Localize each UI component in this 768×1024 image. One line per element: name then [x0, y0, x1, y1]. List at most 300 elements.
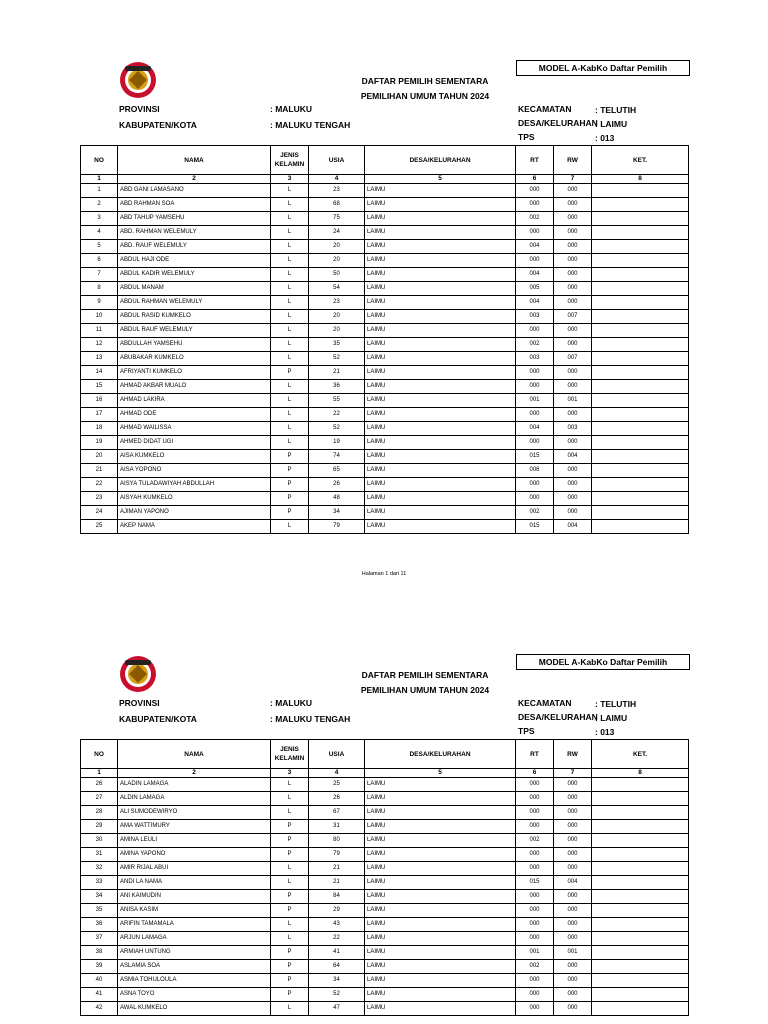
- cell-usia: 55: [309, 394, 365, 408]
- table-row: [81, 848, 689, 862]
- cell-ket: [592, 380, 689, 394]
- cell-ket: [592, 974, 689, 988]
- table-row: [81, 464, 689, 478]
- doc-title: DAFTAR PEMILIH SEMENTARA: [361, 76, 489, 86]
- kecamatan-label: KECAMATAN: [518, 698, 572, 708]
- cell-rt: 003: [516, 352, 554, 366]
- cell-usia: 21: [309, 862, 365, 876]
- cell-ket: [592, 520, 689, 534]
- cell-desa: LAIMU: [365, 974, 516, 988]
- cell-desa: LAIMU: [365, 904, 516, 918]
- cell-nama: ANISA KASIM: [118, 904, 271, 918]
- cell-desa: LAIMU: [365, 268, 516, 282]
- cell-usia: 64: [309, 960, 365, 974]
- tps-label: TPS: [518, 726, 535, 736]
- table-row: [81, 282, 689, 296]
- table-row: [81, 862, 689, 876]
- cell-no: 33: [81, 876, 118, 890]
- cell-nama: ABDULLAH YAMSEHU: [118, 338, 271, 352]
- cell-rw: 000: [554, 506, 592, 520]
- cell-usia: 31: [309, 820, 365, 834]
- cell-jenis-kelamin: P: [271, 904, 309, 918]
- table-row: [81, 778, 689, 792]
- cell-jenis-kelamin: L: [271, 240, 309, 254]
- cell-desa: LAIMU: [365, 296, 516, 310]
- cell-no: 39: [81, 960, 118, 974]
- cell-ket: [592, 310, 689, 324]
- cell-rt: 000: [516, 890, 554, 904]
- cell-ket: [592, 506, 689, 520]
- table-row: [81, 254, 689, 268]
- cell-rw: 007: [554, 352, 592, 366]
- cell-nama: AHMED DIDAT UGI: [118, 436, 271, 450]
- cell-rt: 000: [516, 932, 554, 946]
- table-row: [81, 268, 689, 282]
- cell-rt: 004: [516, 422, 554, 436]
- cell-rw: 004: [554, 450, 592, 464]
- cell-nama: ABDUL MANAM: [118, 282, 271, 296]
- cell-usia: 47: [309, 1002, 365, 1016]
- cell-nama: ARJUN LAMAGA: [118, 932, 271, 946]
- table-row: [81, 792, 689, 806]
- cell-ket: [592, 820, 689, 834]
- cell-ket: [592, 848, 689, 862]
- cell-usia: 68: [309, 198, 365, 212]
- cell-no: 32: [81, 862, 118, 876]
- cell-rt: 000: [516, 366, 554, 380]
- voter-table: [80, 739, 689, 1016]
- cell-ket: [592, 352, 689, 366]
- cell-ket: [592, 918, 689, 932]
- cell-usia: 20: [309, 240, 365, 254]
- cell-no: 5: [81, 240, 118, 254]
- cell-usia: 50: [309, 268, 365, 282]
- cell-desa: LAIMU: [365, 890, 516, 904]
- cell-jenis-kelamin: L: [271, 296, 309, 310]
- table-row: [81, 352, 689, 366]
- cell-desa: LAIMU: [365, 932, 516, 946]
- cell-usia: 24: [309, 226, 365, 240]
- cell-rw: 000: [554, 464, 592, 478]
- cell-usia: 19: [309, 436, 365, 450]
- cell-usia: 22: [309, 932, 365, 946]
- cell-rw: 000: [554, 862, 592, 876]
- cell-rw: 007: [554, 310, 592, 324]
- cell-desa: LAIMU: [365, 834, 516, 848]
- doc-subtitle: PEMILIHAN UMUM TAHUN 2024: [360, 91, 490, 101]
- cell-desa: LAIMU: [365, 506, 516, 520]
- cell-rt: 000: [516, 1002, 554, 1016]
- cell-nama: ABDUL HAJI ODE: [118, 254, 271, 268]
- cell-rt: 015: [516, 876, 554, 890]
- cell-nama: AHMAD ODE: [118, 408, 271, 422]
- col-no: NO: [81, 146, 118, 175]
- cell-desa: LAIMU: [365, 478, 516, 492]
- cell-ket: [592, 792, 689, 806]
- cell-rt: 000: [516, 408, 554, 422]
- table-row: [81, 240, 689, 254]
- cell-desa: LAIMU: [365, 988, 516, 1002]
- cell-rt: 006: [516, 464, 554, 478]
- cell-no: 37: [81, 932, 118, 946]
- cell-no: 4: [81, 226, 118, 240]
- cell-no: 34: [81, 890, 118, 904]
- cell-usia: 21: [309, 366, 365, 380]
- desa-label: DESA/KELURAHAN: [518, 712, 598, 722]
- cell-jenis-kelamin: L: [271, 408, 309, 422]
- cell-desa: LAIMU: [365, 876, 516, 890]
- cell-ket: [592, 198, 689, 212]
- cell-rw: 004: [554, 876, 592, 890]
- cell-rw: 000: [554, 834, 592, 848]
- cell-desa: LAIMU: [365, 184, 516, 198]
- cell-nama: AJIMAN YAPONO: [118, 506, 271, 520]
- cell-rt: 000: [516, 324, 554, 338]
- cell-usia: 80: [309, 834, 365, 848]
- cell-jenis-kelamin: P: [271, 974, 309, 988]
- cell-no: 27: [81, 792, 118, 806]
- cell-rw: 000: [554, 492, 592, 506]
- cell-ket: [592, 904, 689, 918]
- cell-nama: ALDIN LAMAGA: [118, 792, 271, 806]
- cell-no: 7: [81, 268, 118, 282]
- cell-jenis-kelamin: P: [271, 464, 309, 478]
- cell-ket: [592, 268, 689, 282]
- cell-rw: 000: [554, 408, 592, 422]
- cell-rw: 000: [554, 960, 592, 974]
- cell-jenis-kelamin: L: [271, 324, 309, 338]
- cell-usia: 36: [309, 380, 365, 394]
- page-footer: Halaman 1 dari 11: [361, 571, 407, 577]
- table-row: [81, 478, 689, 492]
- cell-no: 24: [81, 506, 118, 520]
- cell-rt: 004: [516, 296, 554, 310]
- cell-no: 40: [81, 974, 118, 988]
- table-row: [81, 506, 689, 520]
- cell-ket: [592, 876, 689, 890]
- table-row: [81, 876, 689, 890]
- cell-rt: 000: [516, 380, 554, 394]
- cell-ket: [592, 778, 689, 792]
- cell-ket: [592, 960, 689, 974]
- cell-jenis-kelamin: P: [271, 450, 309, 464]
- cell-rw: 000: [554, 792, 592, 806]
- cell-jenis-kelamin: L: [271, 1002, 309, 1016]
- cell-ket: [592, 834, 689, 848]
- cell-desa: LAIMU: [365, 436, 516, 450]
- cell-jenis-kelamin: P: [271, 834, 309, 848]
- cell-ket: [592, 464, 689, 478]
- table-row: [81, 450, 689, 464]
- cell-desa: LAIMU: [365, 464, 516, 478]
- cell-jenis-kelamin: L: [271, 862, 309, 876]
- cell-nama: AISYAH KUMKELO: [118, 492, 271, 506]
- cell-rt: 000: [516, 848, 554, 862]
- cell-rw: 000: [554, 268, 592, 282]
- cell-usia: 67: [309, 806, 365, 820]
- cell-jenis-kelamin: L: [271, 394, 309, 408]
- table-row: [81, 184, 689, 198]
- cell-no: 25: [81, 520, 118, 534]
- cell-no: 41: [81, 988, 118, 1002]
- cell-jenis-kelamin: L: [271, 932, 309, 946]
- cell-ket: [592, 862, 689, 876]
- cell-ket: [592, 946, 689, 960]
- cell-desa: LAIMU: [365, 806, 516, 820]
- cell-nama: AWAL KUMKELO: [118, 1002, 271, 1016]
- doc-subtitle: PEMILIHAN UMUM TAHUN 2024: [360, 685, 490, 695]
- cell-nama: AMINA YAPONO: [118, 848, 271, 862]
- provinsi-label: PROVINSI: [119, 104, 160, 114]
- table-row: [81, 226, 689, 240]
- cell-no: 19: [81, 436, 118, 450]
- table-row: [81, 806, 689, 820]
- cell-no: 14: [81, 366, 118, 380]
- cell-rw: 000: [554, 904, 592, 918]
- cell-usia: 79: [309, 520, 365, 534]
- cell-rt: 000: [516, 184, 554, 198]
- cell-nama: ARMIAH UNTUNG: [118, 946, 271, 960]
- cell-rt: 000: [516, 806, 554, 820]
- cell-ket: [592, 282, 689, 296]
- col-usia: USIA: [309, 146, 365, 175]
- cell-jenis-kelamin: P: [271, 478, 309, 492]
- cell-nama: ABD GANI LAMASANO: [118, 184, 271, 198]
- kecamatan-label: KECAMATAN: [518, 104, 572, 114]
- tps-value: : 013: [595, 133, 615, 143]
- cell-rt: 015: [516, 450, 554, 464]
- table-row: [81, 408, 689, 422]
- cell-nama: ABDUL KADIR WELEMULY: [118, 268, 271, 282]
- table-row: [81, 436, 689, 450]
- cell-usia: 52: [309, 352, 365, 366]
- cell-jenis-kelamin: L: [271, 436, 309, 450]
- cell-rt: 000: [516, 478, 554, 492]
- cell-jenis-kelamin: P: [271, 506, 309, 520]
- tps-label: TPS: [518, 132, 535, 142]
- cell-ket: [592, 338, 689, 352]
- table-row: [81, 366, 689, 380]
- cell-usia: 52: [309, 422, 365, 436]
- col-nama: NAMA: [118, 146, 271, 175]
- cell-usia: 52: [309, 988, 365, 1002]
- cell-rw: 000: [554, 380, 592, 394]
- desa-label: DESA/KELURAHAN: [518, 118, 598, 128]
- col-rw: RW: [554, 740, 592, 769]
- cell-rt: 000: [516, 492, 554, 506]
- cell-rw: 000: [554, 282, 592, 296]
- table-row: [81, 338, 689, 352]
- table-row: [81, 492, 689, 506]
- cell-rt: 000: [516, 226, 554, 240]
- table-row: [81, 520, 689, 534]
- cell-desa: LAIMU: [365, 422, 516, 436]
- cell-usia: 23: [309, 296, 365, 310]
- cell-ket: [592, 806, 689, 820]
- cell-no: 10: [81, 310, 118, 324]
- table-row: [81, 960, 689, 974]
- cell-usia: 84: [309, 890, 365, 904]
- cell-rt: 003: [516, 310, 554, 324]
- cell-ket: [592, 212, 689, 226]
- cell-nama: AMA WATTIMURY: [118, 820, 271, 834]
- cell-rw: 001: [554, 394, 592, 408]
- cell-usia: 65: [309, 464, 365, 478]
- cell-no: 2: [81, 198, 118, 212]
- cell-desa: LAIMU: [365, 226, 516, 240]
- table-row: [81, 946, 689, 960]
- cell-nama: ALI SUMODEWIRYO: [118, 806, 271, 820]
- desa-value: : LAIMU: [595, 713, 628, 723]
- cell-desa: LAIMU: [365, 1002, 516, 1016]
- cell-jenis-kelamin: P: [271, 848, 309, 862]
- cell-usia: 34: [309, 974, 365, 988]
- cell-rw: 000: [554, 806, 592, 820]
- cell-nama: ABDUL RAHMAN WELEMULY: [118, 296, 271, 310]
- cell-desa: LAIMU: [365, 212, 516, 226]
- cell-rw: 000: [554, 240, 592, 254]
- column-number-row: 1 2 3 4 5 6 7 8: [81, 175, 689, 184]
- cell-jenis-kelamin: P: [271, 366, 309, 380]
- kpu-logo-icon: [117, 60, 159, 100]
- cell-jenis-kelamin: L: [271, 352, 309, 366]
- cell-rw: 000: [554, 974, 592, 988]
- cell-jenis-kelamin: L: [271, 254, 309, 268]
- cell-jenis-kelamin: P: [271, 820, 309, 834]
- cell-rt: 000: [516, 988, 554, 1002]
- cell-jenis-kelamin: L: [271, 806, 309, 820]
- table-row: [81, 380, 689, 394]
- kabupaten-value: : MALUKU TENGAH: [270, 120, 351, 130]
- cell-ket: [592, 436, 689, 450]
- cell-rt: 001: [516, 946, 554, 960]
- cell-usia: 26: [309, 792, 365, 806]
- cell-ket: [592, 478, 689, 492]
- cell-rt: 000: [516, 778, 554, 792]
- cell-nama: ABD TAHUP YAMSEHU: [118, 212, 271, 226]
- cell-desa: LAIMU: [365, 198, 516, 212]
- cell-no: 6: [81, 254, 118, 268]
- cell-desa: LAIMU: [365, 520, 516, 534]
- cell-jenis-kelamin: L: [271, 792, 309, 806]
- table-row: [81, 834, 689, 848]
- cell-no: 38: [81, 946, 118, 960]
- cell-usia: 20: [309, 254, 365, 268]
- kabupaten-value: : MALUKU TENGAH: [270, 714, 351, 724]
- col-rw: RW: [554, 146, 592, 175]
- col-jenis-kelamin: JENIS KELAMIN: [271, 146, 309, 175]
- cell-ket: [592, 492, 689, 506]
- col-ket: KET.: [592, 146, 689, 175]
- cell-jenis-kelamin: P: [271, 988, 309, 1002]
- cell-no: 1: [81, 184, 118, 198]
- cell-rt: 000: [516, 904, 554, 918]
- cell-nama: AHMAD AKBAR MUALO: [118, 380, 271, 394]
- cell-rw: 001: [554, 946, 592, 960]
- column-number-row: 1 2 3 4 5 6 7 8: [81, 769, 689, 778]
- cell-ket: [592, 394, 689, 408]
- cell-desa: LAIMU: [365, 282, 516, 296]
- table-row: [81, 212, 689, 226]
- cell-rw: 000: [554, 890, 592, 904]
- cell-nama: AISYA TULADAWIYAH ABDULLAH: [118, 478, 271, 492]
- cell-desa: LAIMU: [365, 792, 516, 806]
- cell-usia: 23: [309, 184, 365, 198]
- cell-nama: ABDUL RASID KUMKELO: [118, 310, 271, 324]
- cell-desa: LAIMU: [365, 848, 516, 862]
- col-ket: KET.: [592, 740, 689, 769]
- cell-rt: 000: [516, 918, 554, 932]
- kecamatan-value: : TELUTIH: [595, 699, 637, 709]
- cell-desa: LAIMU: [365, 240, 516, 254]
- table-row: [81, 422, 689, 436]
- table-row: [81, 988, 689, 1002]
- cell-no: 15: [81, 380, 118, 394]
- cell-jenis-kelamin: L: [271, 268, 309, 282]
- cell-usia: 75: [309, 212, 365, 226]
- cell-usia: 26: [309, 478, 365, 492]
- cell-ket: [592, 366, 689, 380]
- cell-nama: AMIR RIJAL ABUI: [118, 862, 271, 876]
- cell-rw: 000: [554, 988, 592, 1002]
- cell-usia: 35: [309, 338, 365, 352]
- cell-nama: ALADIN LAMAGA: [118, 778, 271, 792]
- cell-nama: ASNA TOYO: [118, 988, 271, 1002]
- cell-desa: LAIMU: [365, 366, 516, 380]
- cell-ket: [592, 184, 689, 198]
- cell-rt: 002: [516, 338, 554, 352]
- cell-no: 18: [81, 422, 118, 436]
- cell-ket: [592, 324, 689, 338]
- table-row: [81, 310, 689, 324]
- cell-rw: 000: [554, 184, 592, 198]
- cell-ket: [592, 408, 689, 422]
- cell-ket: [592, 890, 689, 904]
- cell-no: 12: [81, 338, 118, 352]
- cell-nama: AMINA LEULI: [118, 834, 271, 848]
- cell-no: 42: [81, 1002, 118, 1016]
- cell-desa: LAIMU: [365, 310, 516, 324]
- col-usia: USIA: [309, 740, 365, 769]
- cell-rw: 000: [554, 212, 592, 226]
- cell-usia: 74: [309, 450, 365, 464]
- cell-rt: 000: [516, 792, 554, 806]
- doc-title: DAFTAR PEMILIH SEMENTARA: [361, 670, 489, 680]
- kabupaten-label: KABUPATEN/KOTA: [119, 120, 197, 130]
- cell-desa: LAIMU: [365, 918, 516, 932]
- cell-rt: 000: [516, 820, 554, 834]
- cell-desa: LAIMU: [365, 352, 516, 366]
- table-row: [81, 296, 689, 310]
- cell-rw: 000: [554, 1002, 592, 1016]
- cell-no: 36: [81, 918, 118, 932]
- cell-rt: 004: [516, 268, 554, 282]
- cell-rw: 000: [554, 820, 592, 834]
- cell-nama: ABUBAKAR KUMKELO: [118, 352, 271, 366]
- cell-desa: LAIMU: [365, 394, 516, 408]
- table-row: [81, 394, 689, 408]
- cell-jenis-kelamin: L: [271, 226, 309, 240]
- cell-no: 26: [81, 778, 118, 792]
- cell-ket: [592, 254, 689, 268]
- cell-rt: 005: [516, 282, 554, 296]
- col-desa: DESA/KELURAHAN: [365, 146, 516, 175]
- cell-usia: 41: [309, 946, 365, 960]
- cell-jenis-kelamin: P: [271, 492, 309, 506]
- col-desa: DESA/KELURAHAN: [365, 740, 516, 769]
- cell-desa: LAIMU: [365, 408, 516, 422]
- table-row: [81, 820, 689, 834]
